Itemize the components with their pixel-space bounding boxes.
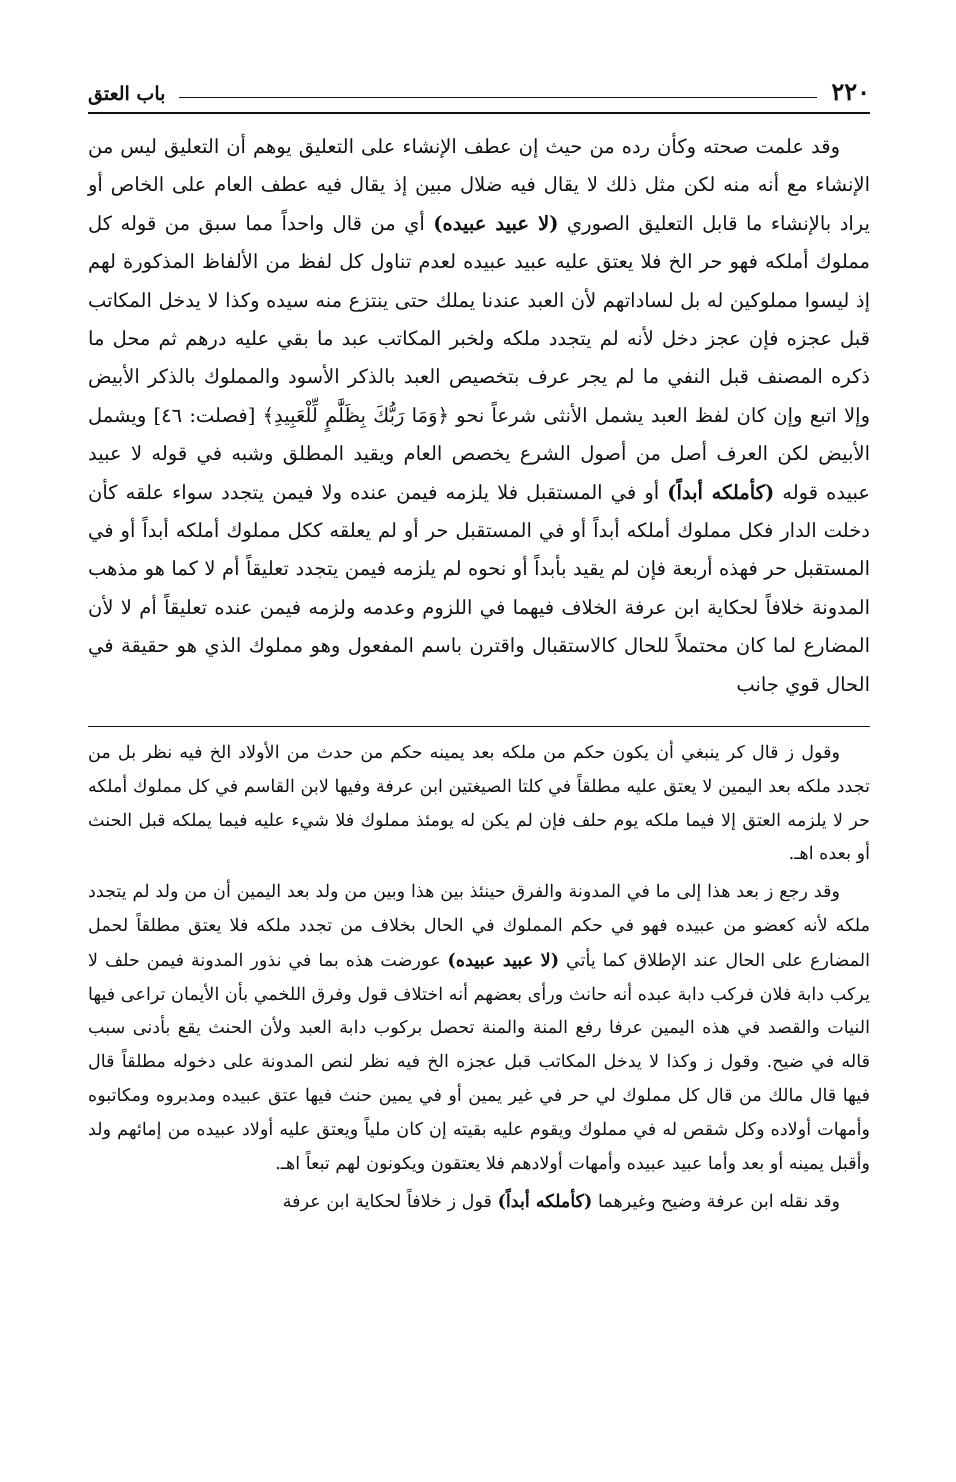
footnote-paragraph: وقول ز قال كر ينبغي أن يكون حكم من ملكه بعد يمينه حكم من حدث من الأولاد الخ فيه نظر بل من تجدد ملكه بعد اليمين لا يعتق عليه مطلقاً في كلتا الصيغتين ابن عرفة وفيها لابن القاسم في كل مملوك أملكه حر لا يلزمه العتق إلا فيما ملكه يوم حلف فإن لم يكن له يومئذ مملوك فلا شيء عليه فيما يملكه قبل الحنث أو بعده اهـ. bbox=[88, 743, 870, 865]
matn-lemma: (كأملكه أبداً) bbox=[667, 480, 775, 504]
footnotes bbox=[88, 737, 870, 1220]
verse-reference: [فصلت: ٤٦] bbox=[153, 403, 263, 427]
footnote-paragraph bbox=[88, 1185, 870, 1220]
text-segment: ويشمل الأبيض لكن العرف أصل من أصول الشرع يخصص العام ويقيد المطلق وشبه في قوله لا عبيد عبيده قوله bbox=[88, 403, 870, 504]
quran-verse: ﴿وَمَا رَبُّكَ بِظَلَّٰمٍ لِّلْعَبِيدِ﴾ bbox=[262, 403, 449, 427]
footnote-separator bbox=[88, 726, 870, 727]
text-segment: وقد علمت صحته وكأن رده من حيث إن عطف الإنشاء على التعليق يوهم أن التعليق ليس من الإنشاء مع أنه منه لكن مثل ذلك لا يقال فيه ضلال مبين إذ يقال فيه عطف العام على الخاص أو يراد بالإنشاء ما قابل التعليق الصوري bbox=[88, 135, 870, 235]
header-divider bbox=[88, 112, 870, 114]
matn-lemma: (لا عبيد عبيده) bbox=[447, 949, 560, 971]
matn-lemma: (كأملكه أبداً) bbox=[497, 1191, 593, 1213]
text-segment: وقد رجع ز بعد هذا إلى ما في المدونة والفرق حينئذ بين هذا وبين من ولد بعد اليمين أن من ولد لم يتجدد ملكه لأنه كعضو من عبيده فهو في حكم المملوك في الحال بخلاف من تجدد ملكه فلا يعتق مطلقاً لحمل المضارع على الحال عند الإطلاق كما يأتي bbox=[88, 882, 870, 971]
main-text bbox=[88, 128, 870, 704]
main-paragraph bbox=[88, 128, 870, 704]
text-segment: عورضت هذه بما في نذور المدونة فيمن حلف لا يركب دابة فلان فركب دابة عبده أنه حانث ورأى بعضهم أنه اختلاف قول وفرق اللخمي بأن الأيمان تراعى فيها النيات والقصد في هذه اليمين عرفا رفع المنة والمنة تحصل بركوب دابة العبد ولأن الحنث يقع بأدنى سبب قاله في ضيح. وقول ز وكذا لا يدخل المكاتب قبل عجزه الخ فيه نظر لنص المدونة على دخوله مطلقاً قال فيها قال مالك من قال كل مملوك لي حر في غير يمين أو في يمين حنث فيها عتق عبيده ومدبروه ومكاتبوه وأمهات أولاده وكل شقص له في مملوك ويقوم عليه بقيته إن كان ملياً ويعتق عليه أولاد عبيده من إمائهم ولد وأقبل يمينه أو بعد وأما عبيد عبيده وأمهات أولادهم فلا يعتقون ويكونون لهم تبعاً اهـ. bbox=[88, 950, 870, 1174]
book-page bbox=[88, 70, 870, 1450]
text-segment: وقد نقله ابن عرفة وضيح وغيرهما bbox=[592, 1192, 840, 1213]
page-number: ٢٢٠ bbox=[831, 77, 870, 106]
text-segment: أي من قال واحداً مما سبق من قوله كل مملوك أملكه فهو حر الخ فلا يعتق عليه عبيد عبيده لعدم تناول كل لفظ من الألفاظ المذكورة لهم إذ ليسوا مملوكين له بل لساداتهم لأن العبد عندنا يملك حتى ينتزع منه سيده وكذا لا يدخل المكاتب قبل عجزه فإن عجز دخل لأنه لم يتجدد ملكه ولخبر المكاتب عبد ما بقي عليه درهم ثم محل ما ذكره المصنف قبل النفي ما لم يجر عرف بتخصيص العبد بالذكر الأسود والمملوك بالذكر الأبيض وإلا اتبع وإن كان لفظ العبد يشمل الأنثى شرعاً نحو bbox=[88, 211, 871, 427]
text-segment: قول ز خلافاً لحكاية ابن عرفة bbox=[282, 1192, 498, 1213]
running-header bbox=[88, 70, 870, 110]
matn-lemma: (لا عبيد عبيده) bbox=[433, 211, 559, 235]
chapter-title: باب العتق bbox=[88, 83, 166, 105]
footnote-paragraph bbox=[88, 876, 870, 1181]
text-segment: أو في المستقبل فلا يلزمه فيمن عنده ولا فيمن يتجدد سواء علقه كأن دخلت الدار فكل مملوك أملكه أبداً أو في المستقبل حر أو لم يعلقه ككل مملوك أملكه أبداً أو في المستقبل حر فهذه أربعة فإن لم يقيد بأبداً أو نحوه لم يلزمه فيمن يتجدد تعليقاً أم لا كما هو مذهب المدونة خلافاً لحكاية ابن عرفة الخلاف فيهما في اللزوم وعدمه ولزمه فيمن عنده تعليقاً أم لا لأن المضارع لما كان محتملاً للحال كالاستقبال واقترن باسم المفعول وهو مملوك الذي هو حقيقة في الحال قوي جانب bbox=[88, 480, 870, 696]
header-rule bbox=[179, 97, 817, 98]
